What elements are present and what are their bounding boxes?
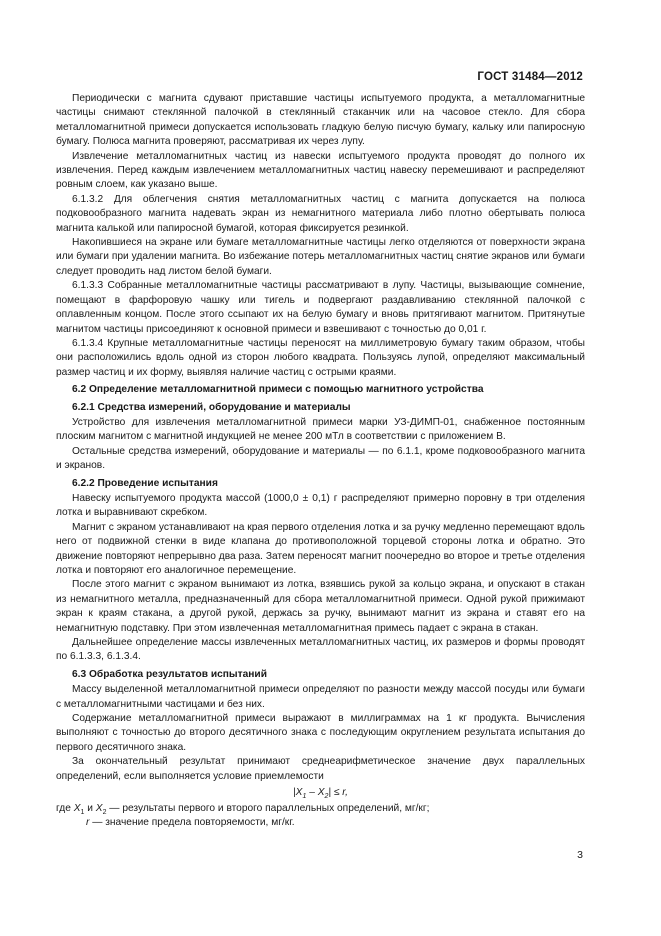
section-heading-6-2: 6.2 Определение металломагнитной примеси с помощью магнитного устройства: [72, 384, 484, 396]
clause-6-1-3-4: 6.1.3.4 Крупные металломагнитные частицы переносят на миллиметровую бумагу таким образом, чтобы они расположились вдоль одной из сторон любого квадрата. Пользуясь лупой, определяют максимальный размер частиц и их форму, выявляя наличие частиц с острыми краями.: [56, 337, 585, 378]
section-heading-6-3: 6.3 Обработка результатов испытаний: [72, 668, 267, 680]
clause-6-1-3-3: 6.1.3.3 Собранные металломагнитные частицы рассматривают в лупу. Частицы, вызывающие сомнение, помещают в фарфоровую чашку или тигель и подвергают раздавливанию стеклянной палочкой с оплавленным концом. После этого ссыпают их на белую бумагу и вновь притягивают магнитом. Притянутые магнитом частицы присоединяют к основной примеси и взвешивают с точностью до 0,01 г.: [56, 280, 585, 335]
acceptance-formula: $|X_1 - X_2| \le r$,: [293, 787, 348, 801]
section-heading-6-2-2: 6.2.2 Проведение испытания: [72, 477, 218, 489]
clause-6-1-3-2: 6.1.3.2 Для облегчения снятия металломагнитных частиц с магнита допускается на полюса подковообразного магнита надевать экран из немагнитного материала либо плотно обертывать полюса магнита калькой или папиросной бумагой, которая фиксируется резинкой.: [56, 193, 585, 234]
paragraph: Устройство для извлечения металломагнитной примеси марки УЗ-ДИМП-01, снабженное постоянным плоским магнитом с магнитной индукцией не менее 200 мТл в соответствии с приложением В.: [56, 416, 585, 443]
paragraph: Периодически с магнита сдувают приставшие частицы испытуемого продукта, а металломагнитные частицы снимают стеклянной палочкой в стеклянный стаканчик или на часовое стекло. Для сбора металломагнитной примеси допускается использовать гладкую белую писчую бумагу, кальку или папиросную бумагу. Полюса магнита проверяют, рассматривая их через лупу.: [56, 93, 585, 148]
formula-legend-r: r — значение предела повторяемости, мг/кг.: [86, 816, 295, 828]
section-heading-6-2-1: 6.2.1 Средства измерений, оборудование и материалы: [72, 401, 351, 413]
formula-legend-x: где $X_1$ и $X_2$ — результаты первого и второго параллельных определений, мг/кг;: [56, 802, 430, 816]
paragraph: Содержание металломагнитной примеси выражают в миллиграммах на 1 кг продукта. Вычисления выполняют с точностью до второго десятичного знака с последующим округлением результата испытания до первого десятичного знака.: [56, 713, 585, 753]
page-number: 3: [577, 849, 583, 861]
page-content: [56, 92, 585, 830]
paragraph: Магнит с экраном устанавливают на края первого отделения лотка и за ручку медленно перемещают вдоль него от подвижной стенки в виде клапана до противоположной торцевой стороны лотка и обратно. Это движение повторяют непрерывно два раза. Затем переносят магнит поочередно во второе и третье отделения лотка и повторяют его аналогичное перемещение.: [56, 521, 585, 576]
paragraph: Остальные средства измерений, оборудование и материалы — по 6.1.1, кроме подковообразного магнита и экранов.: [56, 445, 585, 472]
paragraph: После этого магнит с экраном вынимают из лотка, взявшись рукой за кольцо экрана, и опускают в стакан из немагнитного металла, предназначенный для сбора металломагнитной примеси. Одной рукой прижимают экран к краям стакана, а другой рукой, держась за ручку, вынимают магнит из экрана и ставят его на немагнитную подставку. При этом извлеченная металломагнитная примесь падает с экрана в стакан.: [56, 579, 585, 634]
paragraph: Накопившиеся на экране или бумаге металломагнитные частицы легко отделяются от поверхности экрана или бумаги при удалении магнита. Во избежание потерь металломагнитных частиц снятие экранов или бумаги следует проводить над листом белой бумаги.: [56, 237, 585, 277]
document-code: ГОСТ 31484—2012: [477, 71, 583, 83]
paragraph: Навеску испытуемого продукта массой (1000,0 ± 0,1) г распределяют примерно поровну в три отделения лотка и выравнивают скребком.: [56, 492, 585, 519]
paragraph: Извлечение металломагнитных частиц из навески испытуемого продукта проводят до полного их извлечения. Перед каждым извлечением металломагнитных частиц навеску перемешивают и распределяют ровным слоем, как указано выше.: [56, 150, 585, 191]
paragraph: Массу выделенной металломагнитной примеси определяют по разности между массой посуды или бумаги с металломагнитными частицами и без них.: [56, 684, 585, 710]
paragraph: Дальнейшее определение массы извлеченных металломагнитных частиц, их размеров и формы проводят по 6.1.3.3, 6.1.3.4.: [56, 637, 585, 663]
paragraph: За окончательный результат принимают среднеарифметическое значение двух параллельных определений, если выполняется условие приемлемости: [56, 756, 585, 782]
